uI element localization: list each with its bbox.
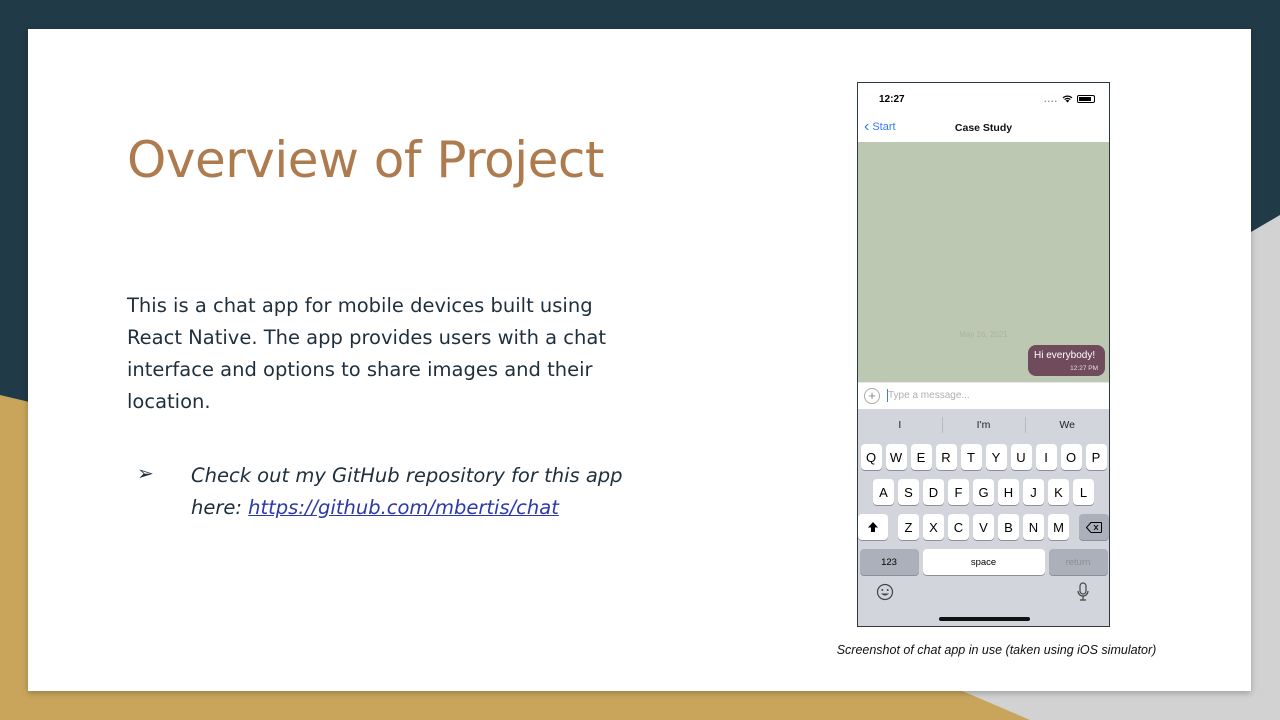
github-link[interactable]: https://github.com/mbertis/chat bbox=[248, 496, 559, 519]
phone-screenshot bbox=[857, 82, 1110, 627]
suggestion-1[interactable]: I bbox=[898, 419, 902, 431]
backspace-icon bbox=[1086, 522, 1102, 533]
suggestion-bar bbox=[858, 409, 1109, 441]
slide-title: Overview of Project bbox=[127, 131, 604, 189]
plus-icon[interactable]: + bbox=[864, 388, 880, 404]
key-row-2 bbox=[858, 479, 1109, 505]
home-indicator[interactable] bbox=[939, 617, 1030, 621]
chat-title: Case Study bbox=[954, 122, 1013, 134]
github-bullet-text: Check out my GitHub repository for this app here: bbox=[191, 464, 623, 519]
github-bullet bbox=[191, 460, 651, 524]
wifi-icon bbox=[1062, 95, 1073, 103]
key-r[interactable]: R bbox=[936, 444, 957, 470]
key-t[interactable]: T bbox=[961, 444, 982, 470]
chevron-left-icon: ‹ bbox=[864, 118, 870, 135]
key-e[interactable]: E bbox=[911, 444, 932, 470]
key-m[interactable]: M bbox=[1048, 514, 1069, 540]
key-v[interactable]: V bbox=[973, 514, 994, 540]
signal-icon: .... bbox=[1043, 94, 1058, 104]
shift-key[interactable] bbox=[858, 514, 888, 540]
key-y[interactable]: Y bbox=[986, 444, 1007, 470]
key-a[interactable]: A bbox=[873, 479, 894, 505]
suggestion-3[interactable]: We bbox=[1025, 419, 1109, 431]
key-d[interactable]: D bbox=[923, 479, 944, 505]
arrow-bullet-icon: ➢ bbox=[137, 461, 154, 485]
status-time: 12:27 bbox=[879, 94, 905, 105]
key-row-3 bbox=[858, 514, 1109, 540]
key-row-4 bbox=[858, 549, 1109, 575]
key-j[interactable]: J bbox=[1023, 479, 1044, 505]
shift-icon bbox=[867, 521, 879, 533]
key-u[interactable]: U bbox=[1011, 444, 1032, 470]
project-description: This is a chat app for mobile devices built using React Native. The app provides users with a chat interface and options to share images and their location. bbox=[127, 294, 606, 413]
key-x[interactable]: X bbox=[923, 514, 944, 540]
suggestion-2[interactable]: I'm bbox=[942, 419, 1026, 431]
key-n[interactable]: N bbox=[1023, 514, 1044, 540]
return-key[interactable]: return bbox=[1049, 549, 1108, 575]
battery-icon bbox=[1077, 95, 1095, 103]
key-l[interactable]: L bbox=[1073, 479, 1094, 505]
backspace-key[interactable] bbox=[1079, 514, 1109, 540]
key-k[interactable]: K bbox=[1048, 479, 1069, 505]
key-c[interactable]: C bbox=[948, 514, 969, 540]
status-bar bbox=[858, 83, 1109, 113]
key-w[interactable]: W bbox=[886, 444, 907, 470]
key-i[interactable]: I bbox=[1036, 444, 1057, 470]
key-f[interactable]: F bbox=[948, 479, 969, 505]
numbers-key[interactable]: 123 bbox=[860, 549, 919, 575]
message-input[interactable] bbox=[888, 386, 1098, 405]
key-q[interactable]: Q bbox=[861, 444, 882, 470]
space-key[interactable]: space bbox=[923, 549, 1045, 575]
key-p[interactable]: P bbox=[1086, 444, 1107, 470]
screenshot-caption: Screenshot of chat app in use (taken using iOS simulator) bbox=[836, 643, 1157, 657]
ios-keyboard bbox=[858, 409, 1109, 627]
status-icons bbox=[1044, 94, 1095, 104]
keyboard-bottom-bar bbox=[858, 577, 1109, 627]
navigation-bar bbox=[858, 113, 1109, 141]
emoji-icon[interactable] bbox=[876, 583, 894, 601]
date-separator: May 16, 2021 bbox=[959, 330, 1008, 339]
message-timestamp: 12:27 PM bbox=[1070, 365, 1098, 372]
key-h[interactable]: H bbox=[998, 479, 1019, 505]
message-bubble[interactable] bbox=[1028, 345, 1105, 376]
chat-area[interactable] bbox=[858, 142, 1109, 382]
back-button-label: Start bbox=[872, 121, 896, 133]
key-g[interactable]: G bbox=[973, 479, 994, 505]
key-row-1 bbox=[858, 444, 1109, 470]
slide bbox=[28, 29, 1251, 691]
key-o[interactable]: O bbox=[1061, 444, 1082, 470]
microphone-icon[interactable] bbox=[1076, 582, 1090, 602]
message-text: Hi everybody! bbox=[1034, 350, 1096, 361]
key-b[interactable]: B bbox=[998, 514, 1019, 540]
key-s[interactable]: S bbox=[898, 479, 919, 505]
message-composer bbox=[858, 382, 1109, 409]
key-z[interactable]: Z bbox=[898, 514, 919, 540]
